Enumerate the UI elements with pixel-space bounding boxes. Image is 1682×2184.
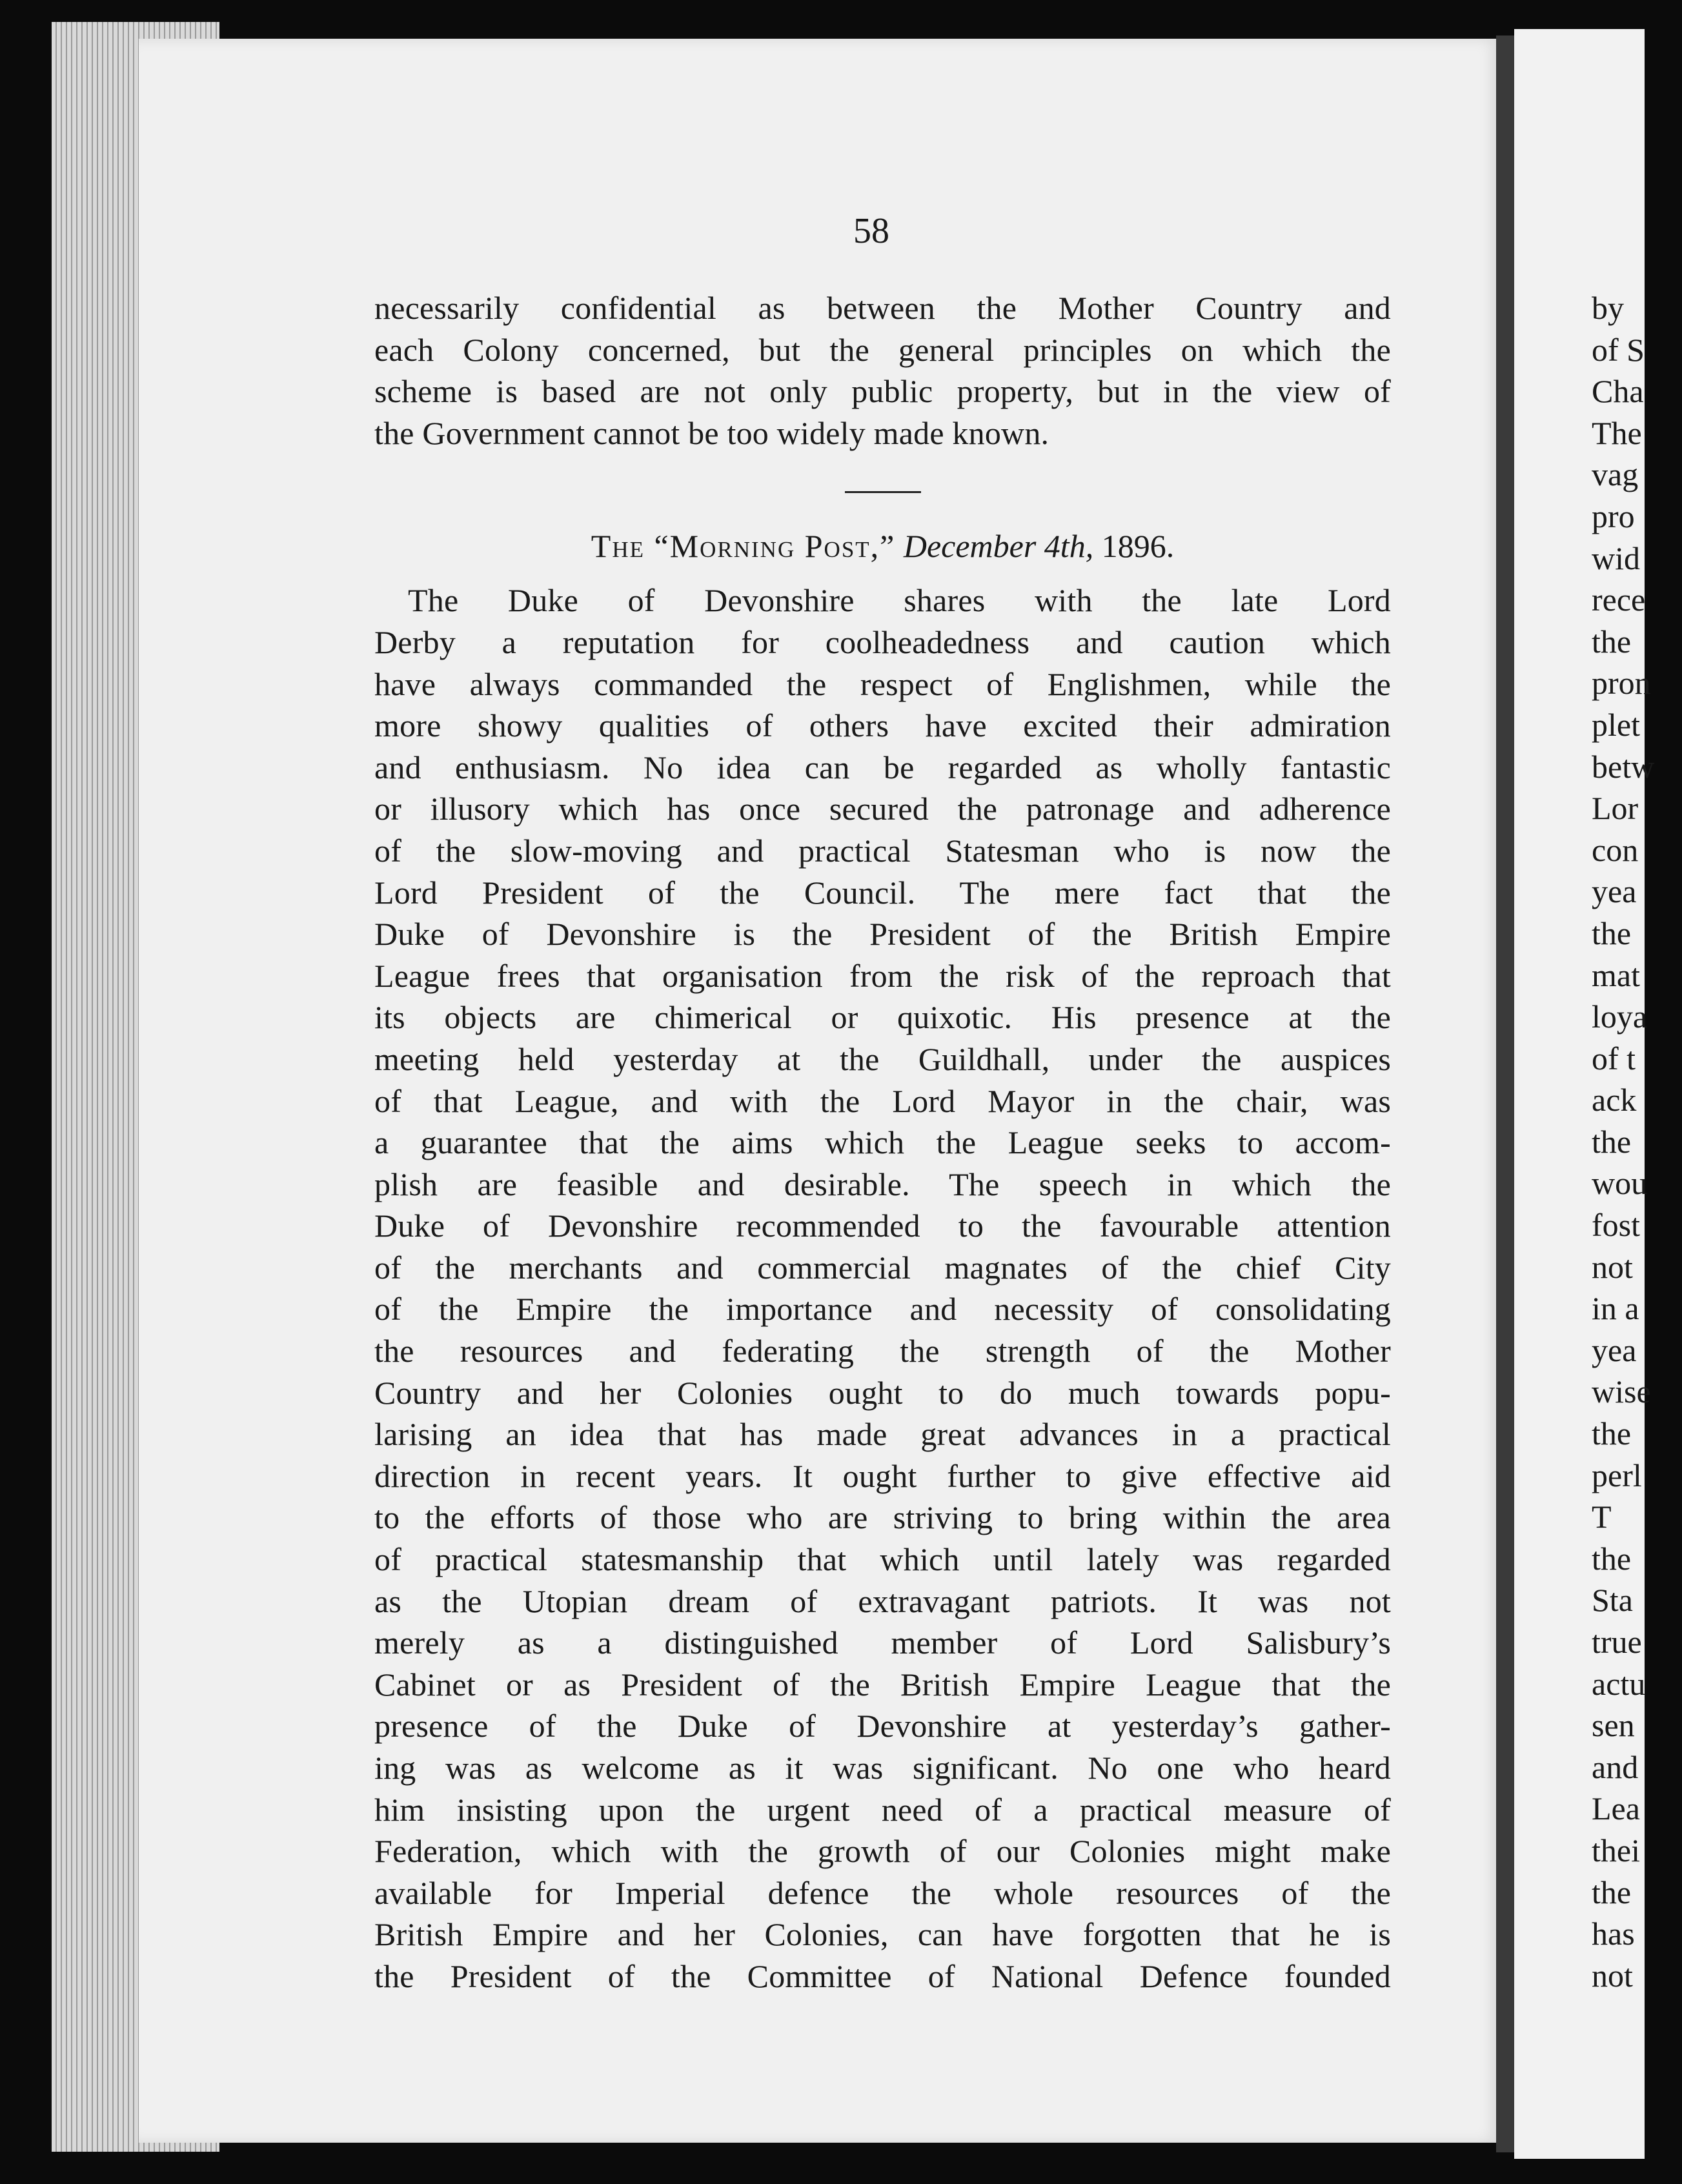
fragment-line: pro	[1592, 498, 1635, 534]
text-line: of practical statesmanship that which until lately was regarded	[374, 1541, 1391, 1578]
section-divider	[845, 491, 921, 493]
fragment-line: not	[1592, 1957, 1633, 1994]
text-line: him insisting upon the urgent need of a practical measure of	[374, 1791, 1391, 1828]
fragment-line: plet	[1592, 706, 1640, 743]
text-line: and enthusiasm. No idea can be regarded as wholly fantastic	[374, 749, 1391, 785]
fragment-line: the	[1592, 1415, 1632, 1452]
fragment-line: mat	[1592, 956, 1640, 993]
fragment-line: Lor	[1592, 790, 1639, 827]
text-line: necessarily confidential as between the Mother Country and	[374, 290, 1391, 326]
fragment-line: The	[1592, 414, 1642, 451]
fragment-line: perl	[1592, 1457, 1642, 1493]
article-heading	[374, 525, 1391, 567]
heading-date: December 4th,	[903, 528, 1094, 565]
fragment-line: thei	[1592, 1832, 1640, 1868]
text-line: of the Empire the importance and necessity of consolidating	[374, 1291, 1391, 1328]
text-line: of the slow-moving and practical Statesman who is now the	[374, 832, 1391, 869]
fragment-line: wid	[1592, 540, 1640, 576]
fragment-line: fost	[1592, 1207, 1640, 1244]
fragment-line: vag	[1592, 456, 1639, 493]
text-line: the President of the Committee of National Defence founded	[374, 1957, 1391, 1994]
text-line: Federation, which with the growth of our Colonies might make	[374, 1833, 1391, 1870]
fragment-line: the	[1592, 1874, 1632, 1910]
text-line: scheme is based are not only public property, but in the view of	[374, 373, 1391, 410]
fragment-line: the	[1592, 1540, 1632, 1577]
fragment-line: pron	[1592, 665, 1651, 702]
text-line: available for Imperial defence the whole resources of the	[374, 1874, 1391, 1911]
text-line: to the efforts of those who are striving to bring within the area	[374, 1499, 1391, 1536]
fragment-line: yea	[1592, 873, 1637, 910]
fragment-line: Sta	[1592, 1582, 1633, 1619]
text-line: merely as a distinguished member of Lord Salisbury’s	[374, 1624, 1391, 1661]
heading-source: The “Morning Post,”	[591, 528, 896, 565]
text-line: Derby a reputation for coolheadedness and caution which	[374, 623, 1391, 660]
fragment-line: T	[1592, 1499, 1612, 1535]
text-line: a guarantee that the aims which the League seeks to accom-	[374, 1124, 1391, 1161]
text-line: or illusory which has once secured the patronage and adherence	[374, 791, 1391, 827]
text-line: plish are feasible and desirable. The speech in which the	[374, 1166, 1391, 1202]
fragment-line: of S	[1592, 331, 1645, 368]
text-line: Duke of Devonshire is the President of the British Empire	[374, 916, 1391, 953]
text-line: of that League, and with the Lord Mayor in the chair, was	[374, 1082, 1391, 1119]
fragment-line: has	[1592, 1916, 1635, 1952]
text-line: League frees that organisation from the risk of the reproach that	[374, 957, 1391, 994]
heading-year: 1896.	[1101, 528, 1175, 565]
fragment-line: wou	[1592, 1165, 1648, 1202]
text-line: have always commanded the respect of Englishmen, while the	[374, 665, 1391, 702]
fragment-line: rece	[1592, 581, 1646, 618]
fragment-line: yea	[1592, 1331, 1637, 1368]
text-line: The Duke of Devonshire shares with the late Lord	[408, 582, 1391, 619]
text-line: Country and her Colonies ought to do much towards popu-	[374, 1374, 1391, 1411]
left-page-text	[374, 287, 1391, 1997]
text-line: presence of the Duke of Devonshire at yesterday’s gather-	[374, 1708, 1391, 1744]
fragment-line: not	[1592, 1248, 1633, 1285]
text-line: more showy qualities of others have excited their admiration	[374, 707, 1391, 744]
text-line: of the merchants and commercial magnates of the chief City	[374, 1249, 1391, 1286]
page-number: 58	[853, 211, 889, 251]
text-line: its objects are chimerical or quixotic. His presence at the	[374, 999, 1391, 1036]
book-gutter	[1496, 35, 1514, 2152]
fragment-line: wise	[1592, 1373, 1651, 1410]
fragment-line: and	[1592, 1748, 1639, 1785]
fragment-line: Lea	[1592, 1790, 1640, 1827]
fragment-line: betw	[1592, 748, 1655, 785]
text-line: direction in recent years. It ought further to give effective aid	[374, 1457, 1391, 1494]
text-line: Lord President of the Council. The mere fact that the	[374, 874, 1391, 911]
fragment-line: by	[1592, 290, 1624, 326]
text-line: larising an idea that has made great advances in a practical	[374, 1416, 1391, 1453]
right-page-text-fragments	[1592, 287, 1682, 1996]
text-line: meeting held yesterday at the Guildhall, under the auspices	[374, 1040, 1391, 1077]
text-line: Duke of Devonshire recommended to the favourable attention	[374, 1208, 1391, 1244]
fragment-line: of t	[1592, 1040, 1636, 1077]
text-line: as the Utopian dream of extravagant patriots. It was not	[374, 1582, 1391, 1619]
fragment-line: the	[1592, 915, 1632, 951]
fragment-line: con	[1592, 831, 1639, 868]
text-line: Cabinet or as President of the British Empire League that the	[374, 1666, 1391, 1703]
intro-paragraph	[374, 287, 1391, 454]
text-line: ing was as welcome as it was significant. No one who heard	[374, 1750, 1391, 1786]
fragment-line: actu	[1592, 1665, 1646, 1702]
fragment-line: ack	[1592, 1082, 1637, 1118]
text-line: each Colony concerned, but the general principles on which the	[374, 331, 1391, 368]
fragment-line: Cha	[1592, 373, 1644, 410]
article-paragraph	[374, 580, 1391, 1997]
text-line: British Empire and her Colonies, can have forgotten that he is	[374, 1916, 1391, 1953]
fragment-line: loya	[1592, 998, 1648, 1035]
fragment-line: in a	[1592, 1290, 1639, 1327]
fragment-line: true	[1592, 1624, 1642, 1660]
fragment-line: the	[1592, 623, 1632, 660]
text-line: the Government cannot be too widely made known.	[374, 414, 1049, 451]
text-line: the resources and federating the strength of the Mother	[374, 1333, 1391, 1370]
fragment-line: the	[1592, 1123, 1632, 1160]
fragment-line: sen	[1592, 1707, 1635, 1744]
